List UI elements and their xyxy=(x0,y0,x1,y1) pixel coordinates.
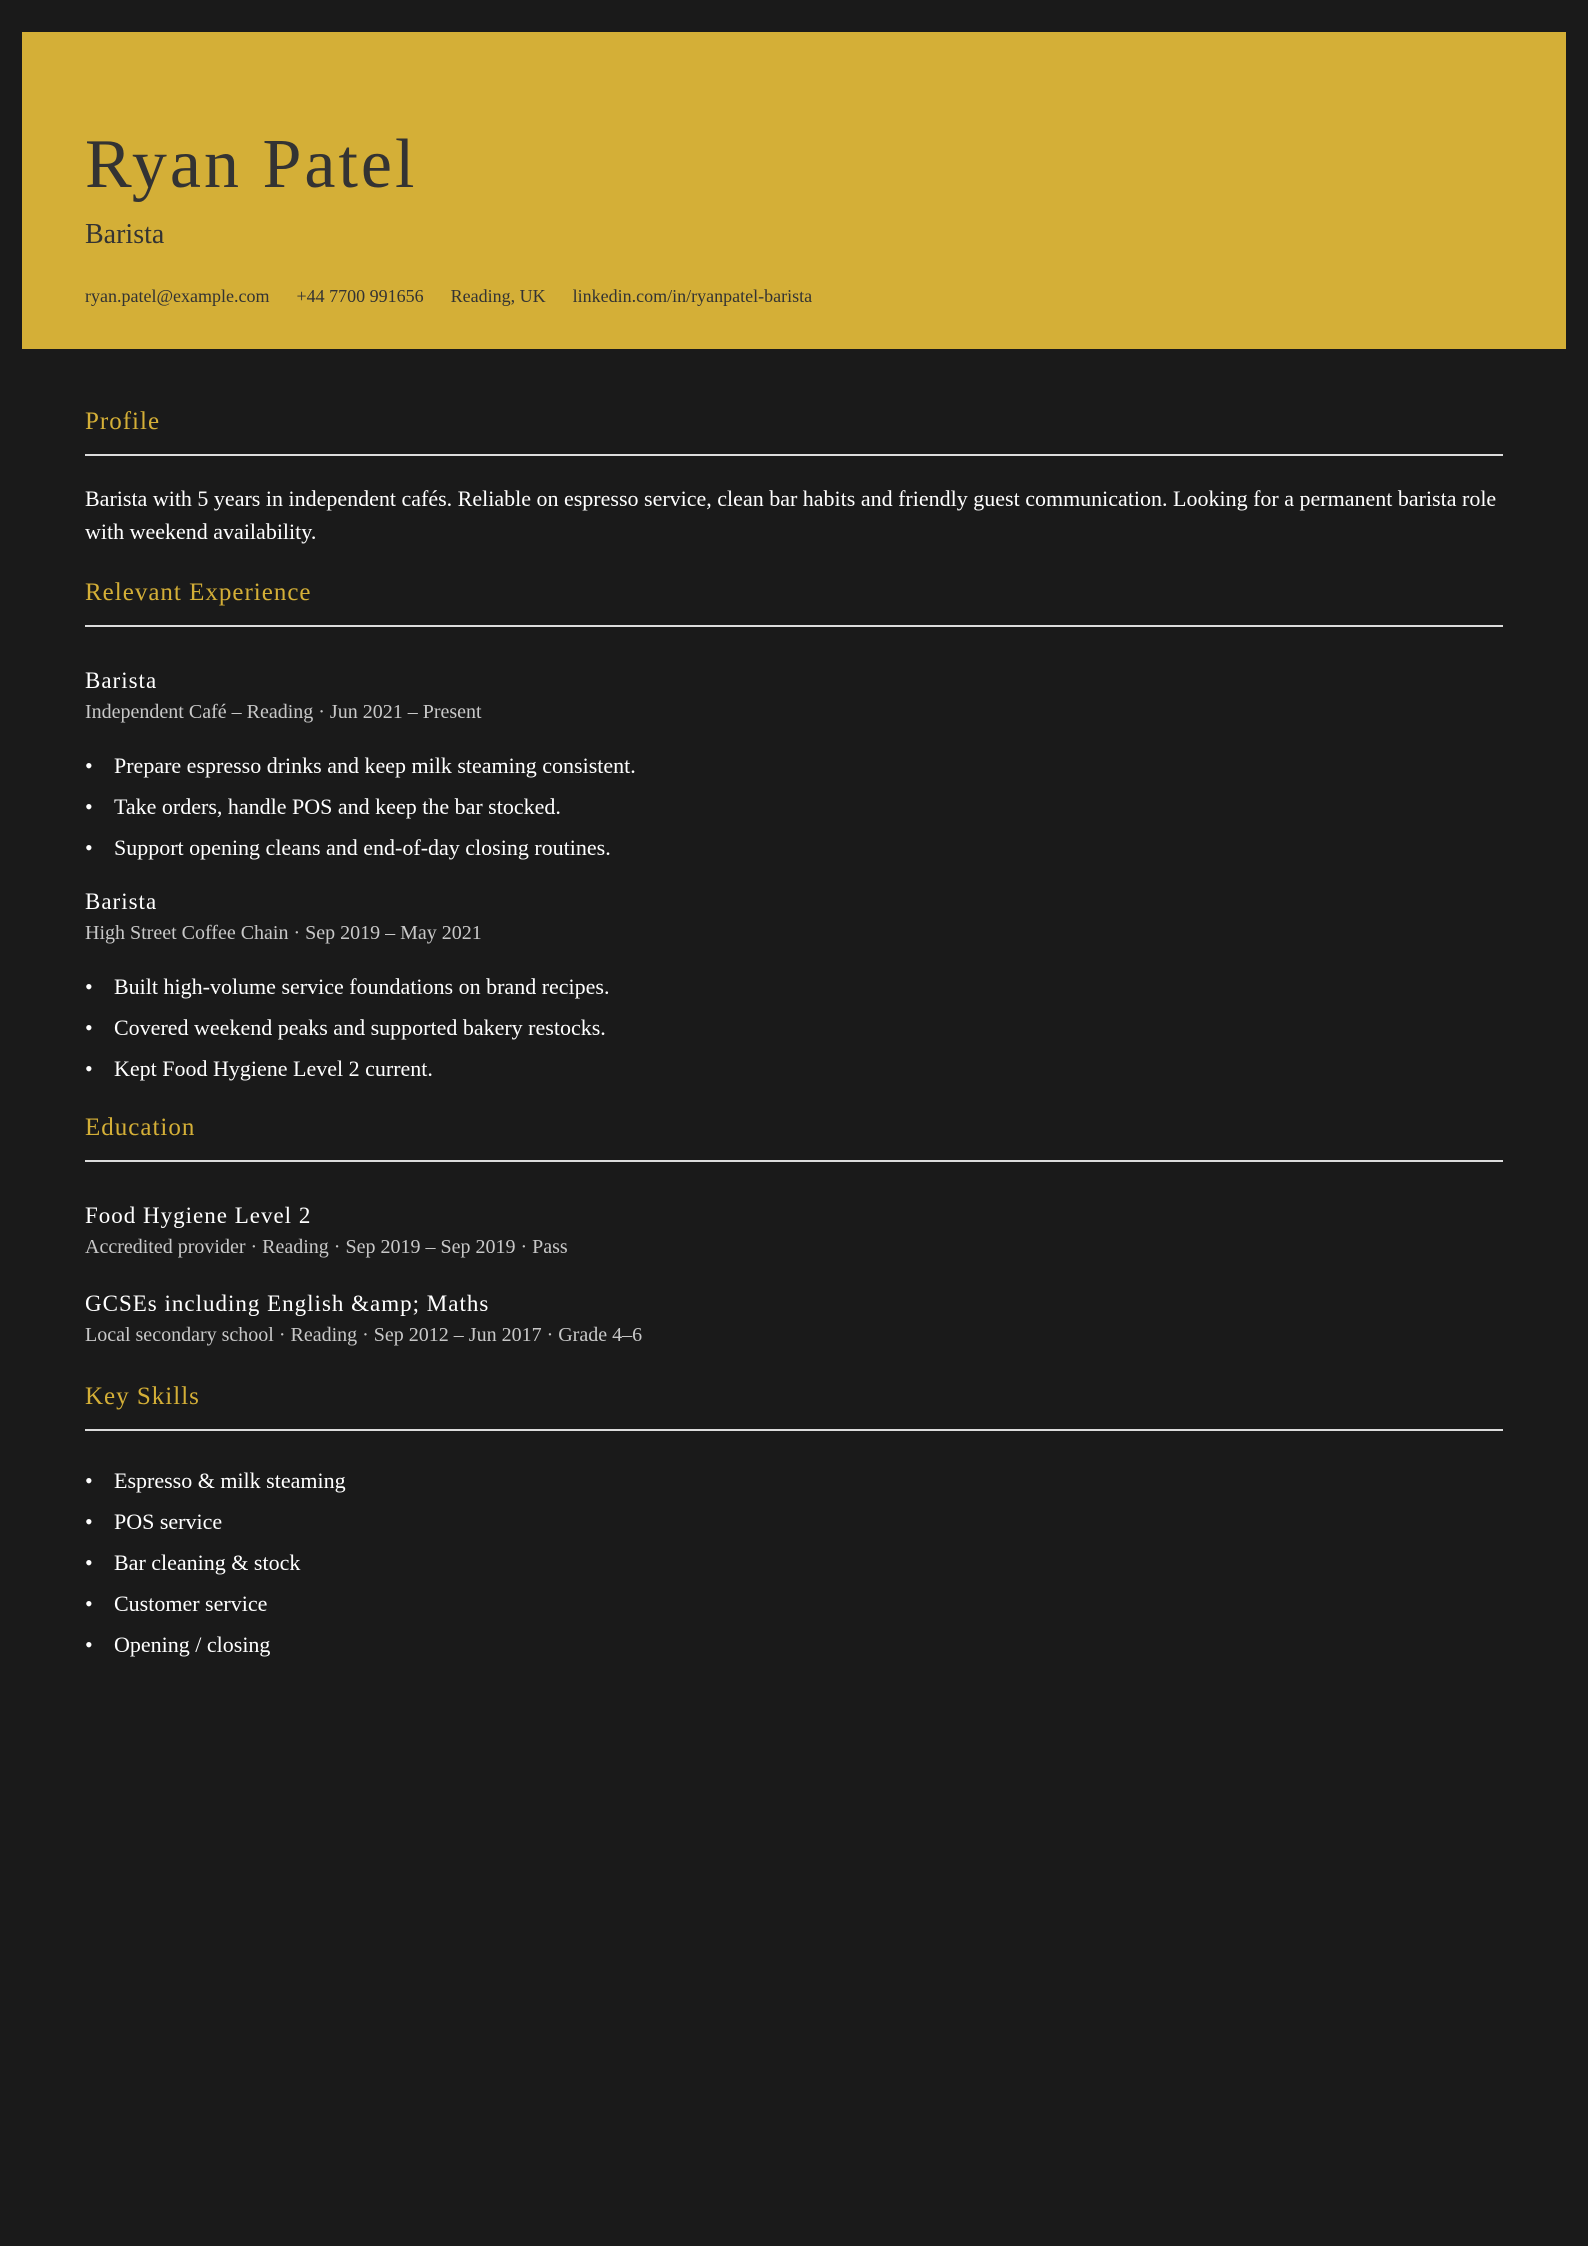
job-title: Barista xyxy=(85,668,158,693)
section-title-experience: Relevant Experience xyxy=(85,579,312,606)
profile-summary: Barista with 5 years in independent cafés. Reliable on espresso service, clean bar habits and friendly guest communication. Looking for a permanent barista role with weekend availability. xyxy=(85,486,1497,544)
contact-location: Reading, UK xyxy=(450,286,546,306)
contact-phone: +44 7700 991656 xyxy=(296,286,424,306)
education-meta: Accredited provider · Reading · Sep 2019 – Sep 2019 · Pass xyxy=(85,1236,568,1258)
list-item: • Covered weekend peaks and supported bakery restocks. xyxy=(85,1007,610,1048)
list-item: • Opening / closing xyxy=(85,1624,346,1665)
list-item: • Bar cleaning & stock xyxy=(85,1542,346,1583)
list-item: • Support opening cleans and end-of-day closing routines. xyxy=(85,827,636,868)
job-bullets xyxy=(85,966,610,1089)
job-title: Barista xyxy=(85,889,158,914)
candidate-role: Barista xyxy=(85,219,165,250)
section-divider xyxy=(85,1429,1503,1431)
contact-email: ryan.patel@example.com xyxy=(85,286,270,306)
section-divider xyxy=(85,454,1503,456)
section-title-profile: Profile xyxy=(85,408,161,435)
job-meta: Independent Café – Reading · Jun 2021 – Present xyxy=(85,701,482,723)
list-item: • POS service xyxy=(85,1501,346,1542)
list-item: • Espresso & milk steaming xyxy=(85,1460,346,1501)
skills-list xyxy=(85,1460,346,1665)
education-title: Food Hygiene Level 2 xyxy=(85,1203,312,1228)
job-meta: High Street Coffee Chain · Sep 2019 – May 2021 xyxy=(85,922,482,944)
list-item: • Built high-volume service foundations on brand recipes. xyxy=(85,966,610,1007)
list-item: • Take orders, handle POS and keep the bar stocked. xyxy=(85,786,636,827)
section-divider xyxy=(85,625,1503,627)
education-meta: Local secondary school · Reading · Sep 2012 – Jun 2017 · Grade 4–6 xyxy=(85,1324,643,1346)
resume-header xyxy=(22,32,1566,349)
section-title-education: Education xyxy=(85,1114,196,1141)
job-bullets xyxy=(85,745,636,868)
list-item: • Prepare espresso drinks and keep milk steaming consistent. xyxy=(85,745,636,786)
education-title: GCSEs including English &amp; Maths xyxy=(85,1291,490,1316)
section-title-skills: Key Skills xyxy=(85,1383,200,1410)
contact-info xyxy=(85,284,812,308)
list-item: • Customer service xyxy=(85,1583,346,1624)
candidate-name: Ryan Patel xyxy=(85,126,418,203)
list-item: • Kept Food Hygiene Level 2 current. xyxy=(85,1048,610,1089)
contact-linkedin: linkedin.com/in/ryanpatel-barista xyxy=(572,286,813,306)
section-divider xyxy=(85,1160,1503,1162)
